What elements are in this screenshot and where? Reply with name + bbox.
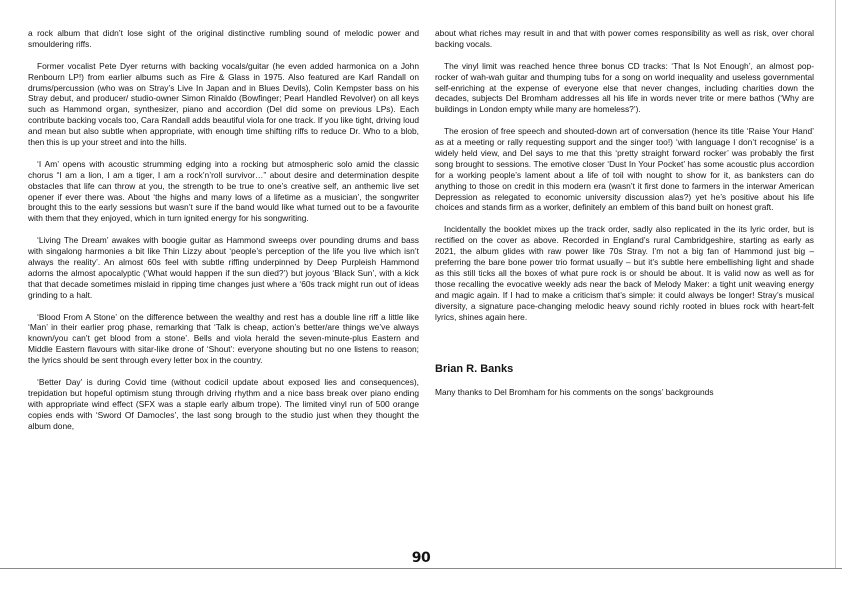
paragraph: The vinyl limit was reached hence three bonus CD tracks: ‘That Is Not Enough’, an almost pop-rocker of wah-wah guitar and thumping tubs for a song on world inequality and useless governmental self-enriching at the expense of everyone else that never changes, including charities down the decades, subjects Del Bromham addresses all his life in words never trite or mere bathos (‘Why are buildings in London empty while many are homeless?’).: [435, 60, 814, 115]
spacer: [435, 333, 814, 363]
right-column: [435, 28, 814, 409]
paragraph: ‘Living The Dream’ awakes with boogie guitar as Hammond sweeps over pounding drums and bass with singalong harmonies a bit like Thin Lizzy about ‘people’s perception of the life you live which isn’t always the reality’. An almost 60s feel with subtle riffing underpinned by Deep Purpleish Hammond adorns the almost apocalyptic (‘What would happen if the sun died?’) but joyous ‘Black Sun’, with a kick that that decade sometimes mislaid in ripping time changes just where a ‘60s track might run out of ideas grinding to a halt.: [28, 235, 419, 300]
paragraph: a rock album that didn’t lose sight of the original distinctive rumbling sound of melodic power and smouldering riffs.: [28, 28, 419, 49]
page-number: 90: [411, 550, 431, 566]
paragraph: The erosion of free speech and shouted-down art of conversation (hence its title ‘Raise Your Hand’ as at a meeting or rally requesting support and the singer too!) ‘with language I don’t recognise’ is a widely held view, and Del says to me that this ‘pretty straight forward rocker’ was probably the first song brought to sessions. The emotive closer ‘Dust In Your Pocket’ has some acoustic plus accordion for a working people’s lament about a life of toil with nought to show for it, as banksters can do anything to those on credit in this modern era (wasn’t it first done to farmers in the interwar American Depression as relegated to economic university discussion alas?) yet he’s positive about his life choices and stands firm as a worker, definitely an emblem of this band built on honest graft.: [435, 126, 814, 213]
left-column: [28, 28, 419, 442]
page-edge: [835, 0, 836, 568]
paragraph: ‘Better Day’ is during Covid time (without codicil update about exposed lies and consequences), trepidation but hopeful optimism stung through driving rhythm and a nice bass break over piano ending with appropriate wind effect (SFX was a staple early album trope). The limited vinyl run of 500 orange copies ends with ‘Sword Of Damocles’, the last song brough to the studio just when they thought the album done,: [28, 376, 419, 431]
author-name: Brian R. Banks: [435, 363, 514, 376]
paragraph: Former vocalist Pete Dyer returns with backing vocals/guitar (he even added harmonica on a John Renbourn LP!) from earlier albums such as Fire & Glass in 1975. Also featured are Karl Randall on drums/percussion (who was on Stray’s Live In Japan and in Blues Devils), Colin Kempster bass on his Stray debut, and producer/ studio-owner Simon Rinaldo (Bowfinger; Pearl Handled Revolver) on all keys such as Hammond organ, synthesizer, piano and accordion (Del did some on previous LPs). Each contribute backing vocals too, Cara Randall adds beautiful viola for one track. If you like tight, driving loud and mean but also subtle when appropriate, with enough time shifting riffs to reduce Dr. Who to a blob, then this is up your street and into the hills.: [28, 60, 419, 148]
paragraph: Incidentally the booklet mixes up the track order, sadly also replicated in the its lyric order, but is rectified on the cover as above. Recorded in England’s rural Cambridgeshire, starting as early as 2021, the album glides with raw power like 70s Stray. I’m not a big fan of Hammond just big – preferring the bare bone power trio format usually – but it’s subtle here embellishing light and shade as this still ticks all the boxes of what pure rock is or should be about. It is valid now as well as for those recalling the evocative weekly ads near the back of Melody Maker: a tight unit weaving energy and magic again. If I had to make a criticism that’s simple: it could always be longer! Stray’s musical diversity, a signature pace-changing melodic heavy sound richly rooted in blues rock with heart-felt lyrics, shines again here.: [435, 224, 814, 322]
footer-rule: [0, 568, 842, 569]
paragraph: ‘I Am’ opens with acoustic strumming edging into a rocking but atmospheric solo amid the classic chorus “I am a lion, I am a tiger, I am a rock’n’roll survivor…” about desire and determination despite obstacles that life can throw at you, the strength to be true to one’s creative self, an anthemic live set opener if ever there was. About ‘the highs and many lows of a lifetime as a musician’, the songwriter brought this to the early sessions but wasn’t sure if the band would like what turned out to be a favourite with them that they enjoyed, which in turn ignited energy for his songwriting.: [28, 158, 419, 224]
paragraph: about what riches may result in and that with power comes responsibility as well as risk, over choral backing vocals.: [435, 28, 814, 49]
paragraph: ‘Blood From A Stone’ on the difference between the wealthy and rest has a double line riff a little like ‘Man’ in their earlier prog phase, remarking that ‘Talk is cheap, action’s better/are things we’ve always known/you can’t get blood from a stone’. Bells and viola herald the seven-minute-plus Eastern and Middle Eastern flavours with sitar-like drone of ‘Shout’: everyone shouting but no one listens to reason; the lyrics should be sent through every letter box in the country.: [28, 311, 419, 366]
acknowledgement: Many thanks to Del Bromham for his comments on the songs’ backgrounds: [435, 387, 714, 398]
